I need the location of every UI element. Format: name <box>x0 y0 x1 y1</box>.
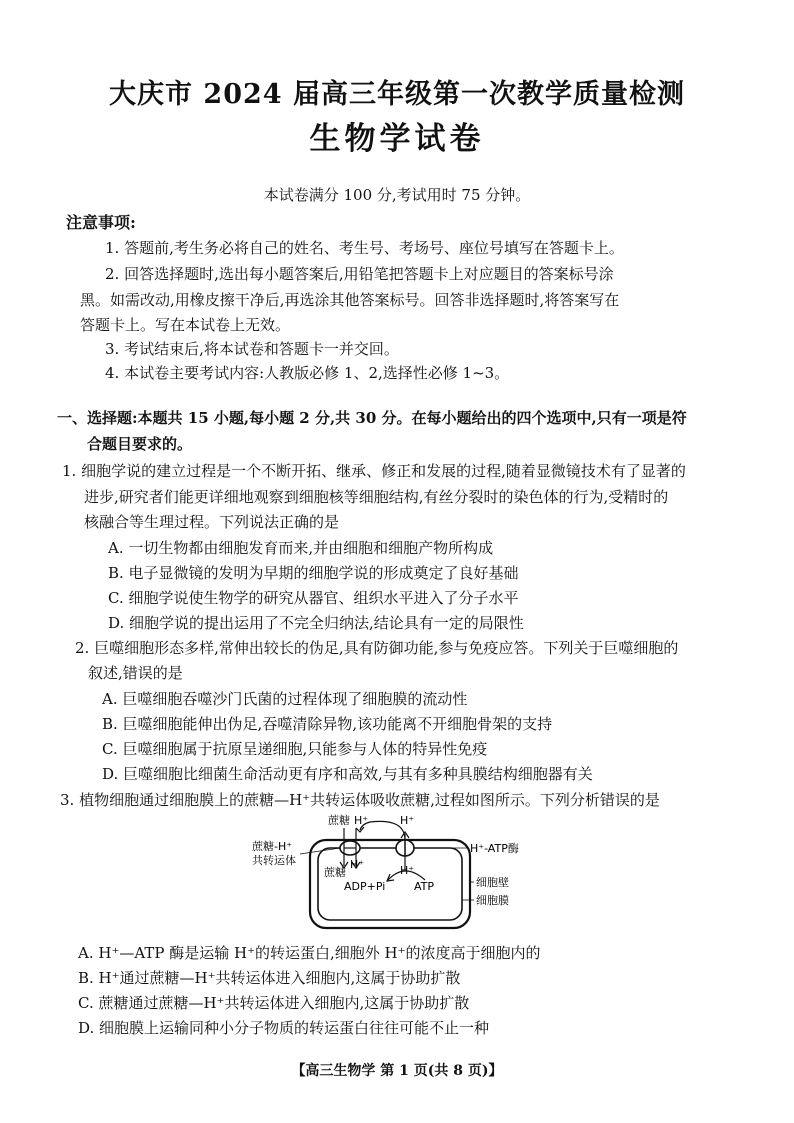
label-cell-wall: 细胞壁 <box>476 876 509 889</box>
q2-option-a: A. 巨噬细胞吞噬沙门氏菌的过程体现了细胞膜的流动性 <box>102 690 468 708</box>
notice-line-5: 3. 考试结束后,将本试卷和答题卡一并交回。 <box>105 340 399 358</box>
label-cell-membrane: 细胞膜 <box>476 894 509 907</box>
notice-heading: 注意事项: <box>66 213 136 232</box>
notice-line-1: 1. 答题前,考生务必将自己的姓名、考生号、考场号、座位号填写在答题卡上。 <box>105 239 624 257</box>
section-heading-line-1: 一、选择题:本题共 15 小题,每小题 2 分,共 30 分。在每小题给出的四个选项中,只有一项是符 <box>57 409 687 427</box>
q3-option-d: D. 细胞膜上运输同种小分子物质的转运蛋白往往可能不止一种 <box>78 1019 490 1037</box>
label-h-inner-left: H⁺ <box>350 858 365 871</box>
label-h-inner-right: H⁺ <box>400 864 415 877</box>
q1-option-b: B. 电子显微镜的发明为早期的细胞学说的形成奠定了良好基础 <box>108 564 519 582</box>
notice-line-4: 答题卡上。写在本试卷上无效。 <box>80 316 291 334</box>
cotransport-figure <box>240 810 560 930</box>
label-sucrose-inner: 蔗糖 <box>324 866 346 879</box>
q3-option-c: C. 蔗糖通过蔗糖—H⁺共转运体进入细胞内,这属于协助扩散 <box>78 994 470 1012</box>
label-atp: ATP <box>414 880 435 893</box>
score-info: 本试卷满分 100 分,考试用时 75 分钟。 <box>263 186 531 204</box>
q1-stem-line-2: 进步,研究者们能更详细地观察到细胞核等细胞结构,有丝分裂时的染色体的行为,受精时的 <box>84 488 669 506</box>
q1-option-a: A. 一切生物都由细胞发育而来,并由细胞和细胞产物所构成 <box>108 539 494 557</box>
q2-option-d: D. 巨噬细胞比细菌生命活动更有序和高效,与其有多种具膜结构细胞器有关 <box>102 765 593 783</box>
q3-option-a: A. H⁺—ATP 酶是运输 H⁺的转运蛋白,细胞外 H⁺的浓度高于细胞内的 <box>78 944 541 962</box>
section-heading-line-2: 合题目要求的。 <box>87 435 193 453</box>
q2-option-c: C. 巨噬细胞属于抗原呈递细胞,只能参与人体的特异性免疫 <box>102 740 488 758</box>
q1-option-c: C. 细胞学说使生物学的研究从器官、组织水平进入了分子水平 <box>108 589 519 607</box>
q2-stem-line-1: 2. 巨噬细胞形态多样,常伸出较长的伪足,具有防御功能,参与免疫应答。下列关于巨噬细胞的 <box>75 639 679 657</box>
page-footer: 【高三生物学 第 1 页(共 8 页)】 <box>291 1063 503 1079</box>
q3-stem: 3. 植物细胞通过细胞膜上的蔗糖—H⁺共转运体吸收蔗糖,过程如图所示。下列分析错误的是 <box>60 791 660 809</box>
subject-title: 生物学试卷 <box>309 121 485 157</box>
q2-option-b: B. 巨噬细胞能伸出伪足,吞噬清除异物,该功能离不开细胞骨架的支持 <box>102 715 553 733</box>
exam-title: 大庆市 2024 届高三年级第一次教学质量检测 <box>109 79 685 110</box>
label-atpase: H⁺-ATP酶 <box>470 842 519 855</box>
label-sucrose-top: 蔗糖 <box>328 814 350 827</box>
q1-option-d: D. 细胞学说的提出运用了不完全归纳法,结论具有一定的局限性 <box>108 614 524 632</box>
q3-option-b: B. H⁺通过蔗糖—H⁺共转运体进入细胞内,这属于协助扩散 <box>78 969 461 987</box>
q2-stem-line-2: 叙述,错误的是 <box>88 664 183 682</box>
label-h-top-left: H⁺ <box>354 814 369 827</box>
cell-wall-outline <box>310 840 470 928</box>
notice-line-2: 2. 回答选择题时,选出每小题答案后,用铅笔把答题卡上对应题目的答案标号涂 <box>105 265 614 283</box>
label-cotransporter-1: 蔗糖-H⁺ <box>252 840 293 853</box>
notice-line-6: 4. 本试卷主要考试内容:人教版必修 1、2,选择性必修 1~3。 <box>105 364 510 382</box>
notice-line-3: 黑。如需改动,用橡皮擦干净后,再选涂其他答案标号。回答非选择题时,将答案写在 <box>80 291 620 309</box>
label-h-top-right: H⁺ <box>400 814 415 827</box>
label-cotransporter-2: 共转运体 <box>252 854 296 867</box>
label-adp-pi: ADP+Pi <box>344 880 386 893</box>
q1-stem-line-3: 核融合等生理过程。下列说法正确的是 <box>84 513 340 531</box>
cell-membrane-outline <box>318 848 462 920</box>
q1-stem-line-1: 1. 细胞学说的建立过程是一个不断开拓、继承、修正和发展的过程,随着显微镜技术有了显著的 <box>62 462 686 480</box>
